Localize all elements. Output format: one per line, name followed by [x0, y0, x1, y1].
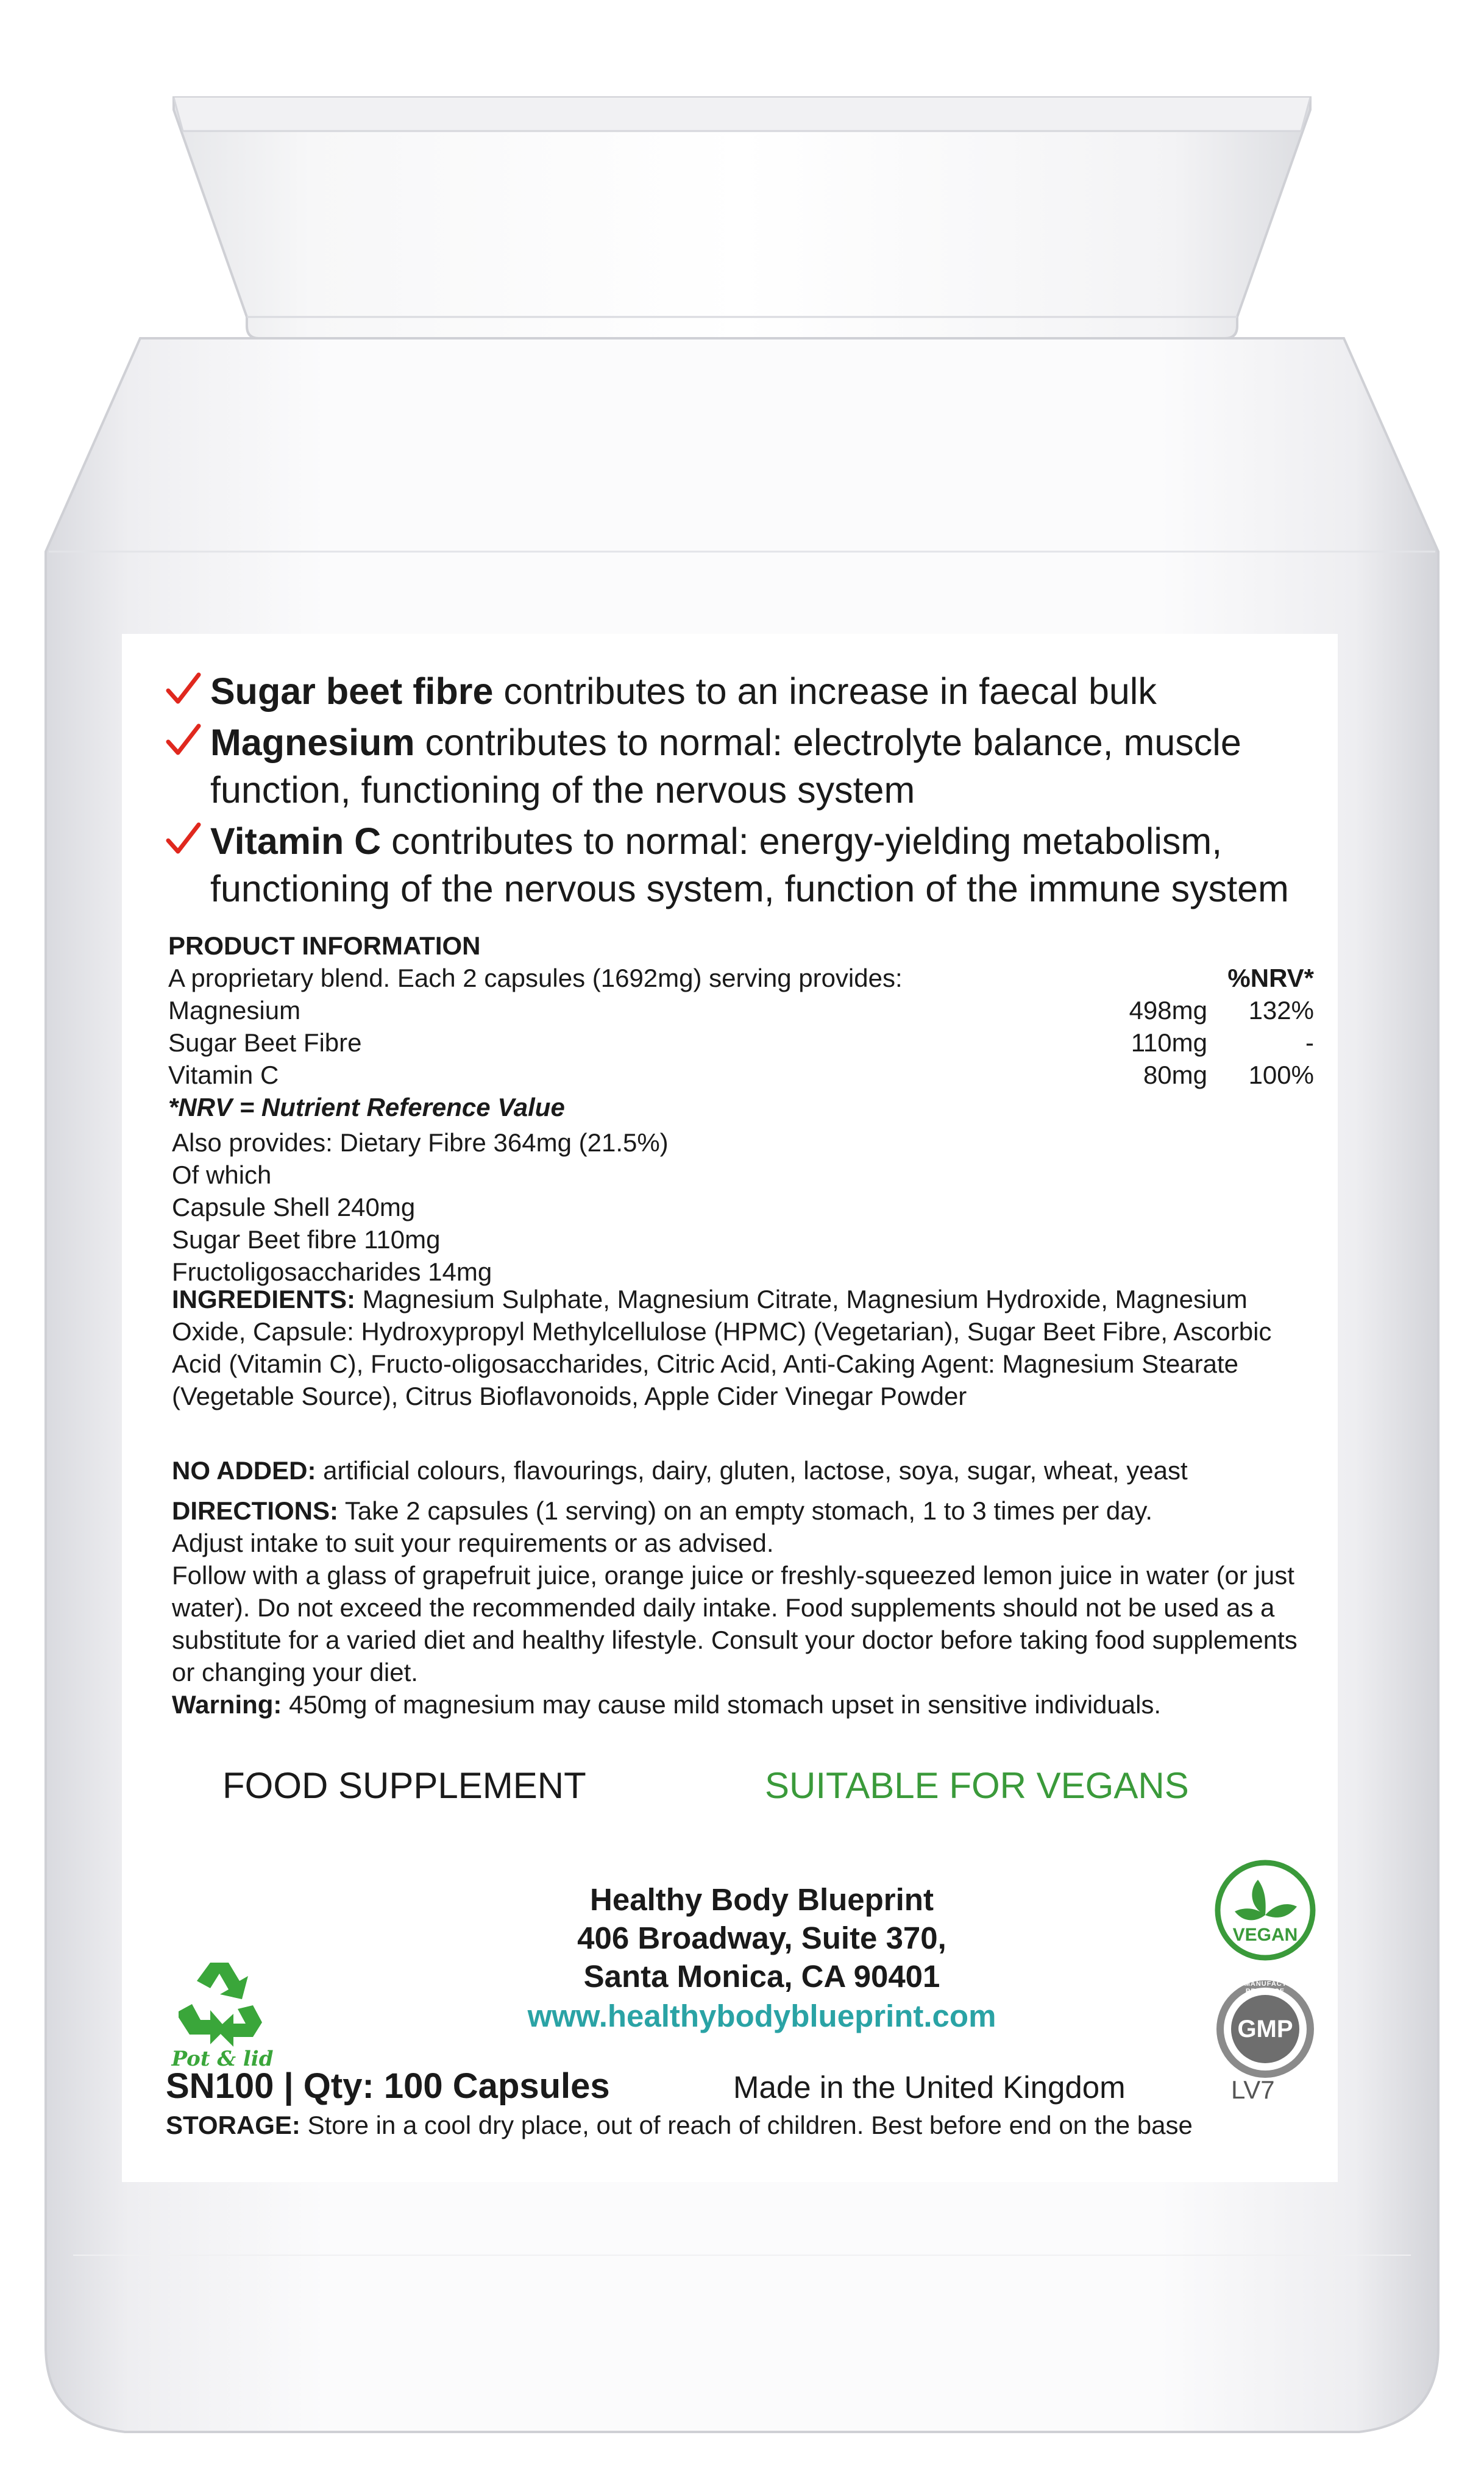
recycle-icon: [168, 1957, 271, 2048]
product-information: [168, 930, 1314, 1123]
recycle-caption: Pot & lid: [171, 2047, 274, 2071]
product-label: [122, 634, 1338, 2182]
gmp-badge-text: GMP: [1237, 2016, 1293, 2042]
also-provides: Also provides: Dietary Fibre 364mg (21.5%) Of which Capsule Shell 240mg Sugar Beet fibre 110mg Fructoligosaccharides 14mg: [172, 1128, 669, 1286]
claim-item: Magnesium contributes to normal: electrolyte balance, muscle function, functioning of the nervous system: [165, 719, 1322, 814]
suitable-for-vegans: SUITABLE FOR VEGANS: [765, 1765, 1189, 1806]
checkmark-icon: [165, 721, 202, 759]
nutrient-row: Magnesium 498mg 132%: [168, 996, 1314, 1025]
product-info-heading: PRODUCT INFORMATION: [168, 931, 481, 960]
health-claims: [165, 667, 1322, 916]
blend-row: A proprietary blend. Each 2 capsules (1692mg) serving provides: %NRV*: [168, 962, 1314, 994]
checkmark-icon: [165, 820, 202, 858]
claim-item: Sugar beet fibre contributes to an increase in faecal bulk: [165, 667, 1322, 715]
ingredients: INGREDIENTS: Magnesium Sulphate, Magnesium Citrate, Magnesium Hydroxide, Magnesium Oxide, Capsule: Hydroxypropyl Methylcellulose (HPMC) (Vegetarian), Sugar Beet Fibre, Ascorbic Acid (Vitamin C), Fructo-oligosaccharides, Citric Acid, Anti-Caking Agent: Magnesium Stearate (Vegetable Source), Citrus Bioflavonoids, Apple Cider Vinegar Powder: [172, 1285, 1272, 1410]
nutrient-row: Sugar Beet Fibre 110mg -: [168, 1028, 1314, 1057]
nrv-note: *NRV = Nutrient Reference Value: [168, 1093, 565, 1121]
storage: STORAGE: Store in a cool dry place, out of reach of children. Best before end on the base: [166, 2111, 1193, 2139]
company-address: Healthy Body Blueprint 406 Broadway, Suite 370, Santa Monica, CA 90401: [577, 1882, 946, 1994]
nutrient-row: Vitamin C 80mg 100%: [168, 1061, 1314, 1089]
claim-item: Vitamin C contributes to normal: energy-yielding metabolism, functioning of the nervous system, function of the immune system: [165, 817, 1322, 912]
company-url[interactable]: www.healthybodyblueprint.com: [527, 1999, 996, 2033]
vegan-leaf-icon: [1214, 1859, 1316, 1961]
gmp-badge: [1214, 1978, 1316, 2080]
no-added: NO ADDED: artificial colours, flavourings, dairy, gluten, lactose, soya, sugar, wheat, yeast: [172, 1456, 1188, 1485]
label-version: LV7: [1231, 2075, 1275, 2104]
vegan-badge-text: VEGAN: [1232, 1925, 1298, 1945]
checkmark-icon: [165, 670, 202, 708]
made-in: Made in the United Kingdom: [733, 2070, 1126, 2105]
vegan-badge: [1214, 1859, 1316, 1961]
gmp-ring-text: GOOD MANUFACTURING PRACTICE: [1219, 1980, 1312, 1995]
directions: DIRECTIONS: Take 2 capsules (1 serving) on an empty stomach, 1 to 3 times per day. Adjust intake to suit your requirements or as advised. Follow with a glass of grapefruit juice, orange juice or freshly-squeezed lemon juice in water (or just water). Do not exceed the recommended daily intake. Food supplements should not be used as a substitute for a varied diet and healthy lifestyle. Consult your doctor before taking food supplements or changing your diet. Warning: 450mg of magnesium may cause mild stomach upset in sensitive individuals.: [172, 1496, 1298, 1719]
sku-quantity: SN100 | Qty: 100 Capsules: [166, 2066, 610, 2106]
food-supplement: FOOD SUPPLEMENT: [222, 1765, 586, 1806]
nrv-header: %NRV*: [1227, 964, 1314, 992]
